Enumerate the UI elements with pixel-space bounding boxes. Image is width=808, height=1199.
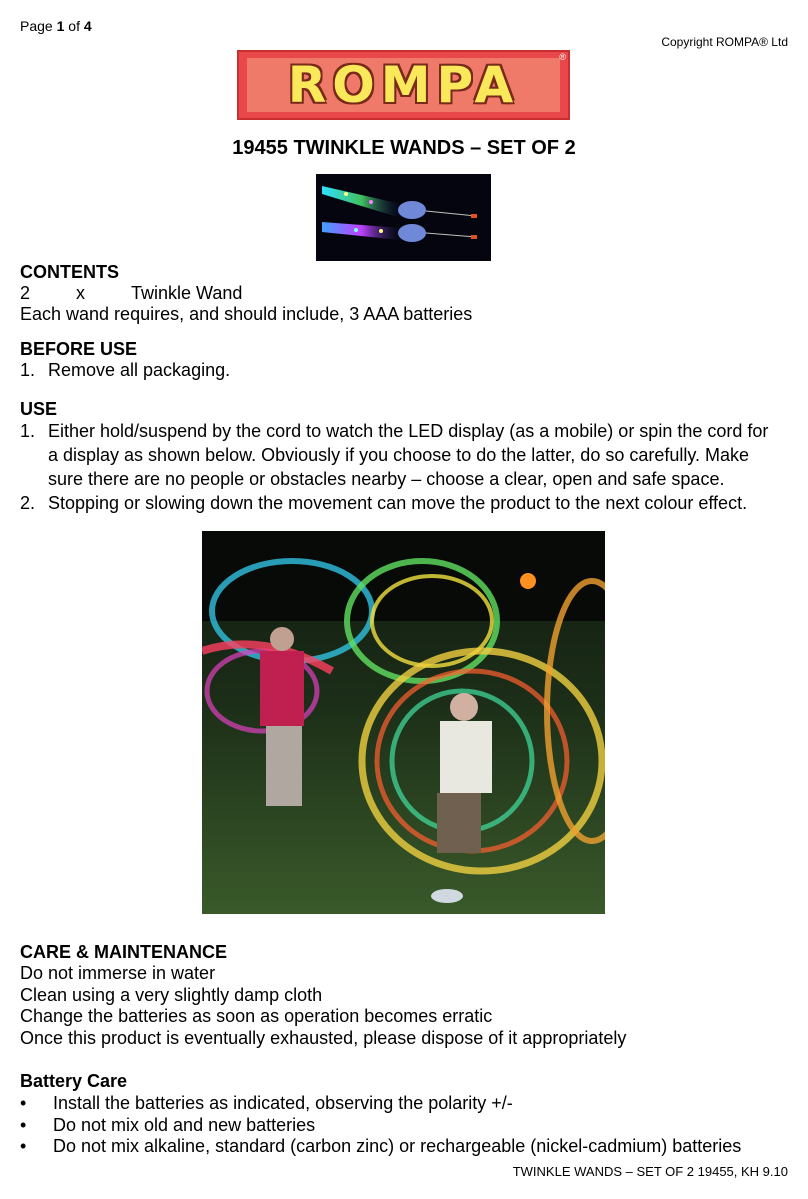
logo-registered-mark: ® bbox=[559, 52, 566, 62]
list-number: 2. bbox=[20, 493, 36, 513]
care-line: Do not immerse in water bbox=[20, 963, 216, 983]
list-text: Remove all packaging. bbox=[48, 360, 231, 380]
list-item bbox=[20, 1136, 741, 1158]
list-number: 1. bbox=[20, 421, 36, 441]
contents-x: x bbox=[76, 283, 85, 303]
before-use-list bbox=[20, 358, 230, 382]
page-footer: TWINKLE WANDS – SET OF 2 19455, KH 9.10 bbox=[512, 1164, 788, 1179]
care-heading: CARE & MAINTENANCE bbox=[20, 942, 227, 962]
contents-note: Each wand requires, and should include, 3 AAA batteries bbox=[20, 304, 473, 324]
list-item bbox=[20, 1093, 741, 1115]
battery-care-list bbox=[20, 1093, 741, 1158]
wand-product-photo bbox=[316, 174, 491, 261]
logo-text: ROMPA bbox=[287, 56, 520, 114]
list-text: Install the batteries as indicated, observing the polarity +/- bbox=[53, 1093, 513, 1113]
list-text: Do not mix alkaline, standard (carbon zinc) or rechargeable (nickel-cadmium) batteries bbox=[53, 1136, 742, 1156]
list-item bbox=[20, 1115, 741, 1137]
care-line: Once this product is eventually exhausted, please dispose of it appropriately bbox=[20, 1028, 627, 1048]
contents-heading: CONTENTS bbox=[20, 262, 119, 282]
page-current: 1 bbox=[56, 18, 65, 34]
list-item bbox=[20, 358, 230, 382]
bullet: • bbox=[20, 1114, 27, 1135]
children-spinning-wands-photo bbox=[202, 531, 605, 914]
page-of: of bbox=[68, 18, 80, 34]
list-item bbox=[20, 419, 800, 491]
use-list bbox=[20, 419, 800, 515]
bullet: • bbox=[20, 1093, 27, 1113]
page-prefix: Page bbox=[20, 18, 53, 34]
contents-qty: 2 bbox=[20, 283, 31, 303]
before-use-heading: BEFORE USE bbox=[20, 339, 138, 359]
care-line: Change the batteries as soon as operation becomes erratic bbox=[20, 1006, 493, 1026]
list-number: 1. bbox=[20, 360, 36, 380]
care-line: Clean using a very slightly damp cloth bbox=[20, 985, 323, 1005]
document-title: 19455 TWINKLE WANDS – SET OF 2 bbox=[232, 137, 576, 159]
list-item bbox=[20, 491, 800, 515]
bullet: • bbox=[20, 1136, 27, 1156]
list-text-line: sure there are no people or obstacles nearby – choose a clear, open and safe space. bbox=[48, 469, 725, 489]
list-text-line: Stopping or slowing down the movement can move the product to the next colour effect. bbox=[48, 493, 748, 513]
contents-item: Twinkle Wand bbox=[131, 283, 243, 303]
copyright-notice: Copyright ROMPA® Ltd bbox=[661, 35, 788, 49]
battery-care-heading: Battery Care bbox=[20, 1071, 128, 1091]
use-heading: USE bbox=[20, 399, 58, 419]
list-text-line: Either hold/suspend by the cord to watch the LED display (as a mobile) or spin the cord for bbox=[48, 421, 769, 441]
page-total: 4 bbox=[83, 18, 92, 34]
list-text: Do not mix old and new batteries bbox=[53, 1114, 316, 1135]
list-text-line: a display as shown below. Obviously if you choose to do the latter, do so carefully. Make bbox=[48, 445, 750, 465]
rompa-logo bbox=[237, 50, 570, 120]
page-number bbox=[20, 18, 92, 34]
